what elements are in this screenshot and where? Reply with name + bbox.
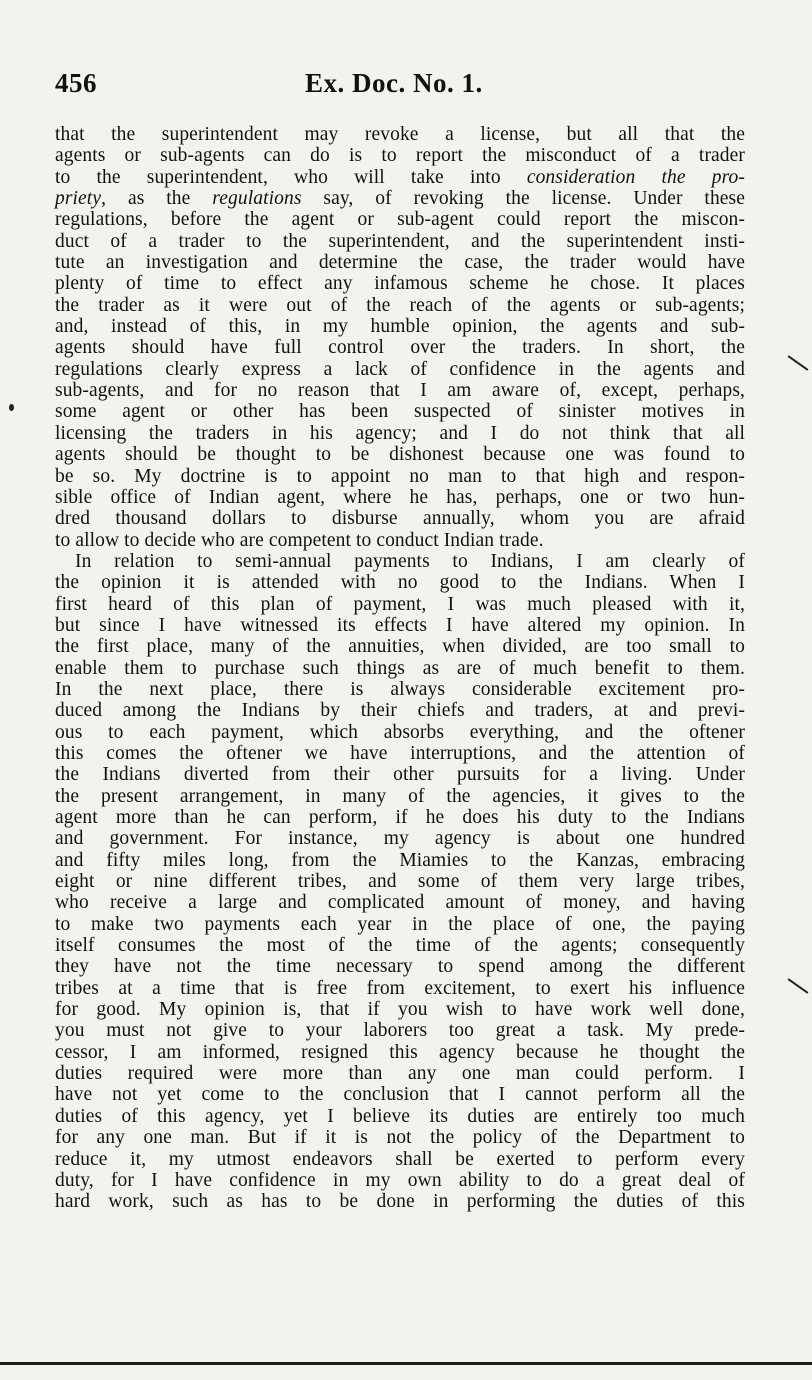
- text-segment: but since I have witnessed its effects I have altered my opinion. In: [55, 614, 745, 636]
- italic-text: consideration the pro-: [526, 166, 745, 188]
- text-segment: regulations, before the agent or sub-agent could report the miscon-: [55, 209, 745, 231]
- text-segment: you must not give to your laborers too great a task. My prede-: [55, 1020, 745, 1042]
- text-segment: they have not the time necessary to spend among the different: [55, 956, 745, 978]
- text-line: [55, 1106, 745, 1127]
- text-line: [55, 615, 745, 636]
- text-segment: to allow to decide who are competent to conduct Indian trade.: [55, 529, 544, 551]
- text-line: [55, 337, 745, 358]
- text-segment: itself consumes the most of the time of the agents; consequently: [55, 935, 745, 957]
- text-segment: , as the: [101, 188, 213, 210]
- text-segment: reduce it, my utmost endeavors shall be exerted to perform every: [55, 1148, 745, 1170]
- text-line: [55, 530, 745, 551]
- running-head: Ex. Doc. No. 1.: [305, 68, 483, 98]
- text-segment: plenty of time to effect any infamous scheme he chose. It places: [55, 273, 745, 295]
- text-line: [55, 380, 745, 401]
- margin-mark: [788, 355, 809, 370]
- text-segment: duties required were more than any one man could perform. I: [55, 1063, 745, 1085]
- text-line: [55, 956, 745, 977]
- text-segment: and fifty miles long, from the Miamies to the Kanzas, embracing: [55, 849, 745, 871]
- text-segment: the opinion it is attended with no good to the Indians. When I: [55, 572, 745, 594]
- text-segment: say, of revoking the license. Under these: [301, 188, 746, 210]
- text-segment: that the superintendent may revoke a license, but all that the: [55, 124, 745, 145]
- text-segment: who receive a large and complicated amount of money, and having: [55, 892, 745, 914]
- text-line: [55, 743, 745, 764]
- text-line: [55, 444, 745, 465]
- body-text: [55, 124, 745, 1213]
- text-line: [55, 423, 745, 444]
- text-segment: regulations clearly express a lack of confidence in the agents and: [55, 358, 745, 380]
- text-segment: for good. My opinion is, that if you wish to have work well done,: [55, 999, 745, 1021]
- text-segment: the present arrangement, in many of the agencies, it gives to the: [55, 785, 745, 807]
- text-segment: agents or sub-agents can do is to report the misconduct of a trader: [55, 145, 745, 167]
- text-line: [55, 1127, 745, 1148]
- text-line: [55, 764, 745, 785]
- text-segment: sub-agents, and for no reason that I am aware of, except, perhaps,: [55, 380, 745, 402]
- text-line: [55, 316, 745, 337]
- text-segment: enable them to purchase such things as are of much benefit to them.: [55, 657, 745, 679]
- text-line: [55, 679, 745, 700]
- text-line: [55, 935, 745, 956]
- text-segment: agent more than he can perform, if he does his duty to the Indians: [55, 807, 745, 828]
- text-line: [55, 1191, 745, 1212]
- text-line: [55, 1063, 745, 1084]
- text-line: [55, 401, 745, 422]
- text-segment: hard work, such as has to be done in performing the duties of this: [55, 1191, 745, 1213]
- text-segment: In relation to semi-annual payments to Indians, I am clearly of: [75, 550, 745, 572]
- text-line: [55, 145, 745, 166]
- text-segment: duct of a trader to the superintendent, and the superintendent insti-: [55, 230, 745, 252]
- text-segment: and government. For instance, my agency is about one hundred: [55, 828, 745, 850]
- text-line: [55, 466, 745, 487]
- text-segment: to the superintendent, who will take into: [55, 166, 527, 188]
- text-line: [55, 786, 745, 807]
- text-line: [55, 359, 745, 380]
- text-segment: duced among the Indians by their chiefs and traders, at and previ-: [55, 700, 745, 722]
- text-segment: sible office of Indian agent, where he has, perhaps, one or two hun-: [55, 486, 745, 508]
- text-line: [55, 231, 745, 252]
- text-line: [55, 1149, 745, 1170]
- text-segment: and, instead of this, in my humble opinion, the agents and sub-: [55, 316, 745, 338]
- text-line: [55, 167, 745, 188]
- text-segment: tute an investigation and determine the case, the trader would have: [55, 252, 745, 274]
- text-line: [55, 1042, 745, 1063]
- text-segment: agents should be thought to be dishonest because one was found to: [55, 444, 745, 466]
- text-segment: the trader as it were out of the reach of the agents or sub-agents;: [55, 294, 745, 316]
- text-line: [55, 594, 745, 615]
- text-line: [55, 871, 745, 892]
- text-line: [55, 551, 745, 572]
- text-line: [55, 828, 745, 849]
- text-line: [55, 188, 745, 209]
- text-segment: agents should have full control over the traders. In short, the: [55, 337, 745, 359]
- text-segment: eight or nine different tribes, and some of them very large tribes,: [55, 871, 745, 893]
- text-segment: dred thousand dollars to disburse annually, whom you are afraid: [55, 508, 745, 530]
- text-line: [55, 807, 745, 828]
- italic-text: priety: [55, 188, 102, 210]
- text-segment: have not yet come to the conclusion that I cannot perform all the: [55, 1084, 745, 1106]
- text-segment: to make two payments each year in the place of one, the paying: [55, 913, 745, 935]
- text-line: [55, 658, 745, 679]
- text-segment: In the next place, there is always considerable excitement pro-: [55, 678, 745, 700]
- text-line: [55, 124, 745, 145]
- text-line: [55, 508, 745, 529]
- page-number: 456: [55, 68, 97, 98]
- text-line: [55, 978, 745, 999]
- text-line: [55, 273, 745, 294]
- text-segment: ous to each payment, which absorbs everything, and the oftener: [55, 721, 745, 743]
- text-line: [55, 999, 745, 1020]
- text-segment: be so. My doctrine is to appoint no man to that high and respon-: [55, 465, 745, 487]
- text-line: [55, 636, 745, 657]
- text-segment: this comes the oftener we have interruptions, and the attention of: [55, 742, 745, 764]
- text-line: [55, 1084, 745, 1105]
- text-line: [55, 209, 745, 230]
- margin-mark: [788, 978, 809, 993]
- text-segment: tribes at a time that is free from excitement, to exert his influence: [55, 977, 745, 999]
- text-segment: first heard of this plan of payment, I was much pleased with it,: [55, 593, 745, 615]
- page-header: [55, 68, 755, 108]
- text-segment: some agent or other has been suspected of sinister motives in: [55, 401, 745, 423]
- text-line: [55, 914, 745, 935]
- text-segment: duties of this agency, yet I believe its duties are entirely too much: [55, 1105, 745, 1127]
- text-line: [55, 487, 745, 508]
- text-line: [55, 1020, 745, 1041]
- text-line: [55, 1170, 745, 1191]
- text-line: [55, 850, 745, 871]
- margin-dot: [9, 404, 14, 411]
- text-line: [55, 892, 745, 913]
- text-line: [55, 295, 745, 316]
- text-segment: licensing the traders in his agency; and I do not think that all: [55, 422, 745, 444]
- text-line: [55, 572, 745, 593]
- italic-text: regulations: [212, 188, 302, 210]
- text-line: [55, 722, 745, 743]
- bottom-rule: [0, 1362, 812, 1365]
- text-segment: for any one man. But if it is not the policy of the Department to: [55, 1127, 745, 1149]
- text-line: [55, 252, 745, 273]
- text-line: [55, 700, 745, 721]
- text-segment: duty, for I have confidence in my own ability to do a great deal of: [55, 1169, 745, 1191]
- text-segment: cessor, I am informed, resigned this agency because he thought the: [55, 1041, 745, 1063]
- text-segment: the first place, many of the annuities, when divided, are too small to: [55, 636, 745, 658]
- text-segment: the Indians diverted from their other pursuits for a living. Under: [55, 764, 745, 786]
